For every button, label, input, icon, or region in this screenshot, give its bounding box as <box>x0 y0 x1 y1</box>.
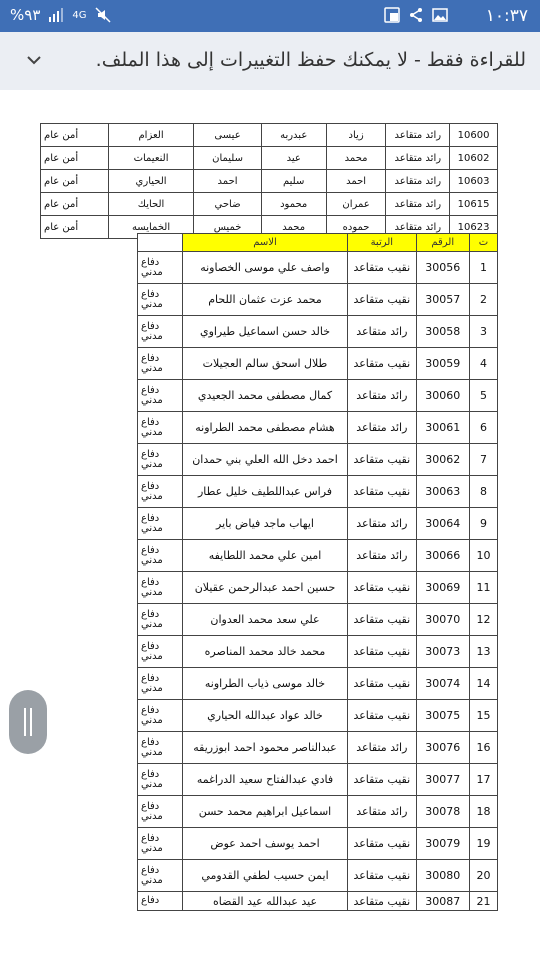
table-cell-dept: دفاع مدني <box>138 700 183 732</box>
table-cell-no: 15 <box>469 700 497 732</box>
table-cell: النعيمات <box>108 147 194 170</box>
table-cell-dept: دفاع مدني <box>138 636 183 668</box>
header-number: الرقم <box>416 234 469 252</box>
table-cell-name: هشام مصطفى محمد الطراونه <box>182 412 347 444</box>
table-row <box>138 540 498 572</box>
table-row <box>138 572 498 604</box>
table-cell: احمد <box>326 170 386 193</box>
table-cell-no: 21 <box>469 892 497 911</box>
table-cell-name: واصف علي موسى الخصاونه <box>182 252 347 284</box>
table-cell-number: 30087 <box>416 892 469 911</box>
table-cell-rank: رائد متقاعد <box>348 540 416 572</box>
table-row <box>138 252 498 284</box>
table-cell: 10623 <box>450 216 498 239</box>
table-cell-name: محمد خالد محمد المناصره <box>182 636 347 668</box>
table-row <box>138 604 498 636</box>
table-cell: ضاحي <box>194 193 261 216</box>
table-cell-rank: نقيب متقاعد <box>348 636 416 668</box>
table-cell-name: خالد عواد عبدالله الحياري <box>182 700 347 732</box>
table-cell: رائد متقاعد <box>386 216 450 239</box>
table-cell-dept: دفاع مدني <box>138 860 183 892</box>
battery-text: %٩٣ <box>10 6 41 24</box>
main-table <box>137 233 498 911</box>
table-row <box>41 170 498 193</box>
table-cell-no: 9 <box>469 508 497 540</box>
status-notifications <box>384 7 448 23</box>
table-cell-number: 30066 <box>416 540 469 572</box>
table-cell: محمد <box>261 216 326 239</box>
table-cell-name: ايمن حسيب لطفي القدومي <box>182 860 347 892</box>
clock: ١٠:٣٧ <box>485 6 528 26</box>
table-cell-rank: نقيب متقاعد <box>348 892 416 911</box>
table-cell-dept: دفاع مدني <box>138 252 183 284</box>
table-cell-dept: دفاع مدني <box>138 540 183 572</box>
table-cell: أمن عام <box>41 216 109 239</box>
table-cell-no: 5 <box>469 380 497 412</box>
table-cell: محمد <box>326 147 386 170</box>
table-cell-name: علي سعد محمد العدوان <box>182 604 347 636</box>
table-row <box>41 193 498 216</box>
table-cell-name: خالد موسى ذياب الطراونه <box>182 668 347 700</box>
table-cell-rank: رائد متقاعد <box>348 732 416 764</box>
table-cell: أمن عام <box>41 193 109 216</box>
table-header-row <box>138 234 498 252</box>
share-icon <box>408 7 424 23</box>
table-cell: عيسى <box>194 124 261 147</box>
table-cell-number: 30061 <box>416 412 469 444</box>
scroll-handle[interactable] <box>9 690 47 754</box>
table-cell-name: طلال اسحق سالم العجيلات <box>182 348 347 380</box>
table-cell-number: 30077 <box>416 764 469 796</box>
table-cell: الخمايسه <box>108 216 194 239</box>
table-cell-rank: رائد متقاعد <box>348 796 416 828</box>
table-cell-no: 7 <box>469 444 497 476</box>
table-cell-name: اسماعيل ابراهيم محمد حسن <box>182 796 347 828</box>
table-row <box>41 124 498 147</box>
table-cell: رائد متقاعد <box>386 193 450 216</box>
table-row <box>138 892 498 911</box>
scroll-handle-grip <box>30 708 32 736</box>
table-cell: العزام <box>108 124 194 147</box>
table-cell: رائد متقاعد <box>386 147 450 170</box>
header-rank: الرتبة <box>348 234 416 252</box>
table-cell-rank: رائد متقاعد <box>348 412 416 444</box>
table-cell-number: 30078 <box>416 796 469 828</box>
table-row <box>138 732 498 764</box>
table-row <box>41 147 498 170</box>
table-cell: عبدربه <box>261 124 326 147</box>
table-cell-rank: رائد متقاعد <box>348 316 416 348</box>
table-cell-dept: دفاع مدني <box>138 412 183 444</box>
table-cell-name: فراس عبداللطيف خليل عطار <box>182 476 347 508</box>
header-dept <box>138 234 183 252</box>
table-row <box>138 284 498 316</box>
table-cell: عيد <box>261 147 326 170</box>
table-cell-dept: دفاع مدني <box>138 348 183 380</box>
table-cell-number: 30058 <box>416 316 469 348</box>
table-cell-no: 19 <box>469 828 497 860</box>
table-cell-dept: دفاع <box>138 892 183 911</box>
table-cell: الحايك <box>108 193 194 216</box>
table-cell-rank: نقيب متقاعد <box>348 668 416 700</box>
table-row <box>138 700 498 732</box>
table-cell-dept: دفاع مدني <box>138 604 183 636</box>
table-row <box>138 348 498 380</box>
table-cell-rank: نقيب متقاعد <box>348 348 416 380</box>
table-cell-dept: دفاع مدني <box>138 764 183 796</box>
table-cell-no: 17 <box>469 764 497 796</box>
table-cell-no: 16 <box>469 732 497 764</box>
table-cell-no: 8 <box>469 476 497 508</box>
table-row <box>138 828 498 860</box>
table-cell-dept: دفاع مدني <box>138 284 183 316</box>
table-cell-no: 3 <box>469 316 497 348</box>
table-cell-number: 30080 <box>416 860 469 892</box>
table-cell-name: خالد حسن اسماعيل طيراوي <box>182 316 347 348</box>
table-cell-no: 1 <box>469 252 497 284</box>
table-cell-number: 30070 <box>416 604 469 636</box>
table-cell-dept: دفاع مدني <box>138 668 183 700</box>
table-cell-rank: نقيب متقاعد <box>348 252 416 284</box>
table-cell-rank: رائد متقاعد <box>348 380 416 412</box>
read-only-banner[interactable] <box>0 32 540 91</box>
table-cell-no: 4 <box>469 348 497 380</box>
table-cell: رائد متقاعد <box>386 170 450 193</box>
header-name: الاسم <box>182 234 347 252</box>
table-cell-rank: نقيب متقاعد <box>348 700 416 732</box>
table-cell: 10603 <box>450 170 498 193</box>
table-cell: محمود <box>261 193 326 216</box>
notification-icon <box>384 7 400 23</box>
table-cell-name: امين علي محمد اللطايفه <box>182 540 347 572</box>
table-cell: الحياري <box>108 170 194 193</box>
table-row <box>138 764 498 796</box>
table-cell: 10602 <box>450 147 498 170</box>
table-cell-rank: نقيب متقاعد <box>348 572 416 604</box>
table-cell: 10600 <box>450 124 498 147</box>
table-cell-name: محمد عزت عثمان اللحام <box>182 284 347 316</box>
table-cell: احمد <box>194 170 261 193</box>
table-cell-name: حسين احمد عبدالرحمن عقيلان <box>182 572 347 604</box>
network-type: 4G <box>72 9 87 21</box>
table-cell-dept: دفاع مدني <box>138 380 183 412</box>
table-cell: رائد متقاعد <box>386 124 450 147</box>
table-cell-no: 13 <box>469 636 497 668</box>
table-cell-name: كمال مصطفى محمد الجعيدي <box>182 380 347 412</box>
table-cell: أمن عام <box>41 170 109 193</box>
image-icon <box>432 7 448 23</box>
table-cell-number: 30074 <box>416 668 469 700</box>
signal-icon <box>48 7 64 23</box>
table-cell-no: 10 <box>469 540 497 572</box>
table-cell-rank: نقيب متقاعد <box>348 444 416 476</box>
table-cell: عمران <box>326 193 386 216</box>
table-cell-name: عبدالناصر محمود احمد ابوزريقه <box>182 732 347 764</box>
table-cell-name: احمد يوسف احمد عوض <box>182 828 347 860</box>
table-cell-no: 12 <box>469 604 497 636</box>
read-only-message: للقراءة فقط - لا يمكنك حفظ التغييرات إلى هذا الملف. <box>95 49 526 71</box>
table-row <box>138 668 498 700</box>
table-cell-number: 30059 <box>416 348 469 380</box>
table-cell-number: 30075 <box>416 700 469 732</box>
table-row <box>138 316 498 348</box>
status-bar <box>0 0 540 32</box>
table-cell-no: 20 <box>469 860 497 892</box>
table-cell-rank: نقيب متقاعد <box>348 828 416 860</box>
table-cell-number: 30073 <box>416 636 469 668</box>
table-cell-dept: دفاع مدني <box>138 508 183 540</box>
table-cell: 10615 <box>450 193 498 216</box>
table-cell-number: 30079 <box>416 828 469 860</box>
table-cell-number: 30062 <box>416 444 469 476</box>
table-cell-number: 30076 <box>416 732 469 764</box>
table-cell-no: 14 <box>469 668 497 700</box>
chevron-down-icon[interactable] <box>26 52 42 68</box>
table-row <box>138 860 498 892</box>
table-cell-dept: دفاع مدني <box>138 828 183 860</box>
table-cell-dept: دفاع مدني <box>138 796 183 828</box>
document-viewer[interactable] <box>0 90 540 960</box>
table-cell-dept: دفاع مدني <box>138 476 183 508</box>
table-cell-dept: دفاع مدني <box>138 444 183 476</box>
table-cell-name: ايهاب ماجد فياض باير <box>182 508 347 540</box>
table-row <box>138 508 498 540</box>
table-cell-rank: نقيب متقاعد <box>348 764 416 796</box>
table-cell-no: 2 <box>469 284 497 316</box>
table-cell-rank: نقيب متقاعد <box>348 860 416 892</box>
table-cell-dept: دفاع مدني <box>138 732 183 764</box>
table-cell: أمن عام <box>41 124 109 147</box>
table-cell-no: 6 <box>469 412 497 444</box>
table-cell: حموده <box>326 216 386 239</box>
table-cell: خميس <box>194 216 261 239</box>
table-cell-rank: رائد متقاعد <box>348 508 416 540</box>
table-cell-number: 30063 <box>416 476 469 508</box>
table-cell-number: 30057 <box>416 284 469 316</box>
table-cell-dept: دفاع مدني <box>138 316 183 348</box>
table-cell-number: 30060 <box>416 380 469 412</box>
scroll-handle-grip <box>24 708 26 736</box>
table-cell: أمن عام <box>41 147 109 170</box>
table-cell-no: 11 <box>469 572 497 604</box>
table-row <box>138 476 498 508</box>
table-cell-name: فادي عبدالفتاح سعيد الدراغمه <box>182 764 347 796</box>
table-cell-name: عيد عبدالله عيد القضاه <box>182 892 347 911</box>
table-cell-rank: نقيب متقاعد <box>348 284 416 316</box>
table-cell: سليمان <box>194 147 261 170</box>
table-cell-no: 18 <box>469 796 497 828</box>
table-row <box>138 380 498 412</box>
header-no: ت <box>469 234 497 252</box>
table-cell-number: 30064 <box>416 508 469 540</box>
table-cell-rank: نقيب متقاعد <box>348 476 416 508</box>
top-table <box>40 123 498 239</box>
table-cell-rank: نقيب متقاعد <box>348 604 416 636</box>
table-row <box>138 796 498 828</box>
table-row <box>138 444 498 476</box>
table-row <box>138 636 498 668</box>
table-cell-number: 30056 <box>416 252 469 284</box>
table-row <box>138 412 498 444</box>
table-cell-dept: دفاع مدني <box>138 572 183 604</box>
status-left <box>10 6 111 24</box>
table-cell: سليم <box>261 170 326 193</box>
mute-icon <box>95 7 111 23</box>
table-cell-name: احمد دخل الله العلي بني حمدان <box>182 444 347 476</box>
table-cell-number: 30069 <box>416 572 469 604</box>
table-cell: زياد <box>326 124 386 147</box>
